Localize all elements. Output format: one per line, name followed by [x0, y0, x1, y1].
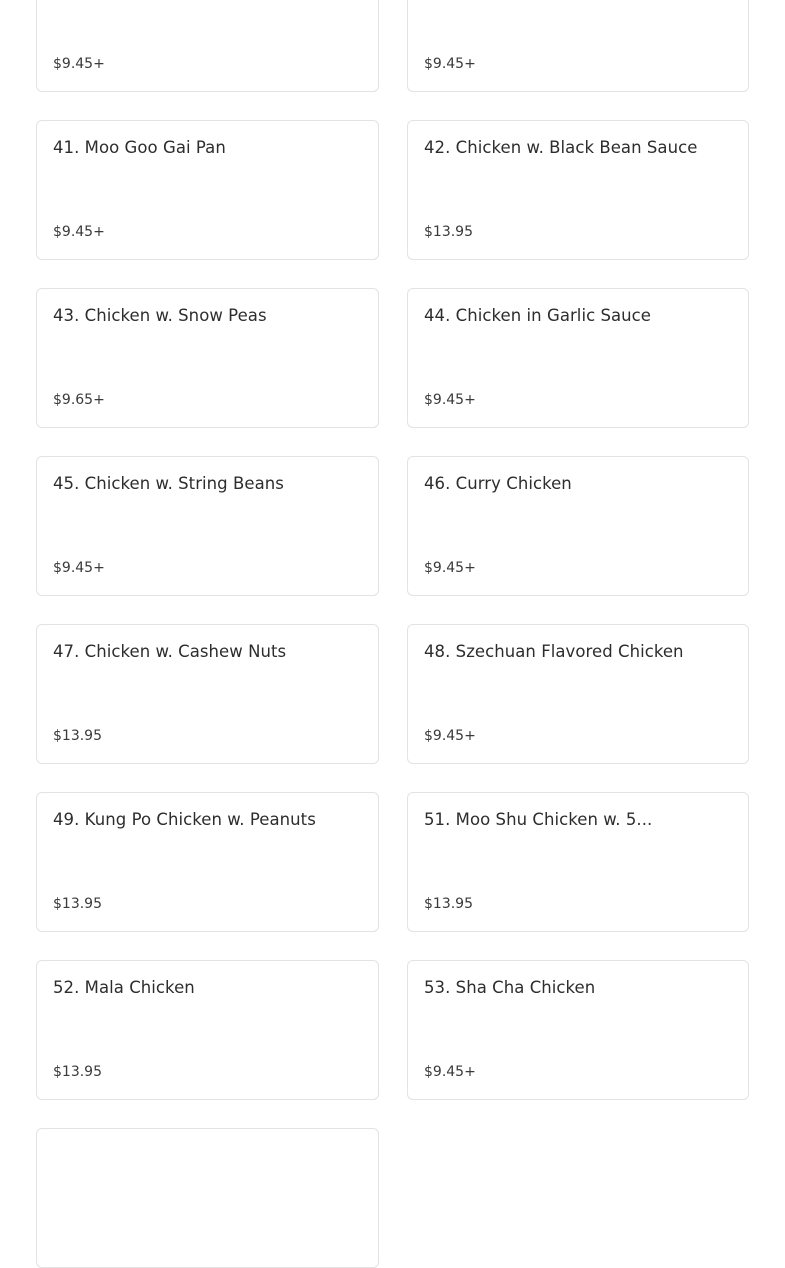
menu-item-card[interactable]: [36, 0, 379, 92]
menu-item-name: 41. Moo Goo Gai Pan: [53, 138, 226, 157]
menu-item-name: 49. Kung Po Chicken w. Peanuts: [53, 810, 316, 829]
menu-item-card[interactable]: [407, 120, 749, 260]
menu-item-grid: [36, 0, 749, 1268]
menu-item-price: $9.45+: [424, 56, 476, 72]
menu-item-price: $13.95: [53, 1064, 102, 1080]
menu-item-card[interactable]: [407, 288, 749, 428]
menu-item-name: 45. Chicken w. String Beans: [53, 474, 284, 493]
menu-item-price: $13.95: [53, 728, 102, 744]
menu-item-price: $9.45+: [53, 560, 105, 576]
menu-item-card[interactable]: [36, 624, 379, 764]
menu-item-name: 47. Chicken w. Cashew Nuts: [53, 642, 287, 661]
menu-item-price: $13.95: [424, 224, 473, 240]
menu-item-name: 51. Moo Shu Chicken w. 5...: [424, 810, 653, 829]
menu-item-card[interactable]: [407, 960, 749, 1100]
menu-item-price: $9.45+: [424, 392, 476, 408]
menu-item-card[interactable]: [36, 1128, 379, 1268]
menu-item-price: $9.45+: [53, 224, 105, 240]
menu-item-card[interactable]: [36, 960, 379, 1100]
menu-item-name: 52. Mala Chicken: [53, 978, 195, 997]
menu-item-name: 44. Chicken in Garlic Sauce: [424, 306, 652, 325]
menu-item-name: 42. Chicken w. Black Bean Sauce: [424, 138, 698, 157]
menu-item-name: 43. Chicken w. Snow Peas: [53, 306, 267, 325]
menu-item-card[interactable]: [36, 120, 379, 260]
menu-item-price: $9.45+: [424, 1064, 476, 1080]
menu-item-card[interactable]: [36, 792, 379, 932]
menu-item-price: $9.45+: [424, 560, 476, 576]
menu-item-name: 48. Szechuan Flavored Chicken: [424, 642, 684, 661]
menu-item-card[interactable]: [407, 624, 749, 764]
menu-item-name: 53. Sha Cha Chicken: [424, 978, 596, 997]
menu-item-card[interactable]: [407, 0, 749, 92]
menu-item-card[interactable]: [407, 792, 749, 932]
menu-item-price: $13.95: [53, 896, 102, 912]
menu-item-name: 46. Curry Chicken: [424, 474, 572, 493]
menu-item-card[interactable]: [407, 456, 749, 596]
menu-item-price: $9.65+: [53, 392, 105, 408]
menu-item-price: $9.45+: [424, 728, 476, 744]
menu-item-price: $13.95: [424, 896, 473, 912]
menu-item-card[interactable]: [36, 456, 379, 596]
menu-item-card[interactable]: [36, 288, 379, 428]
menu-item-price: $9.45+: [53, 56, 105, 72]
